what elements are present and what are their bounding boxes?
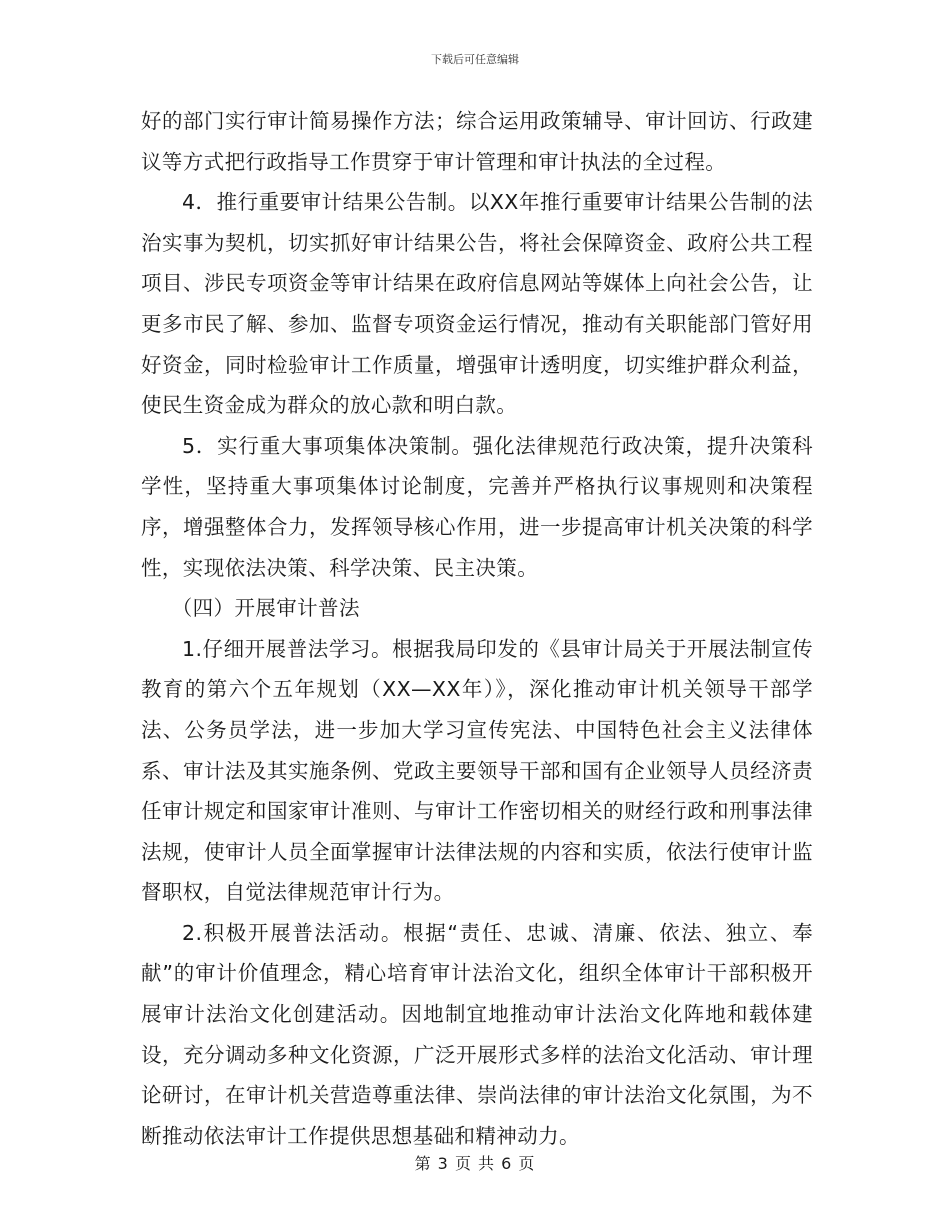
paragraph-item-2: 2.积极开展普法活动。根据“责任、忠诚、清廉、依法、独立、奉献”的审计价值理念，精心培育审计法治文化，组织全体审计干部积极开展审计法治文化创建活动。因地制宜地推动审计法治文化阵地和载体建设，充分调动多种文化资源，广泛开展形式多样的法治文化活动、审计理论研讨，在审计机关营造尊重法律、崇尚法律的审计法治文化氛围，为不断推动依法审计工作提供思想基础和精神动力。 xyxy=(141,920,813,1148)
section-heading: （四）开展审计普法 xyxy=(171,596,360,621)
document-body xyxy=(141,101,813,1156)
paragraph-item-1: 1.仔细开展普法学习。根据我局印发的《县审计局关于开展法制宣传教育的第六个五年规划（XX—XX年）》，深化推动审计机关领导干部学法、公务员学法，进一步加大学习宣传宪法、中国特色社会主义法律体系、审计法及其实施条例、党政主要领导干部和国有企业领导人员经济责任审计规定和国家审计准则、与审计工作密切相关的财经行政和刑事法律法规，使审计人员全面掌握审计法律法规的内容和实质，依法行使审计监督职权，自觉法律规范审计行为。 xyxy=(141,636,813,905)
paragraph-item-5: 5．实行重大事项集体决策制。强化法律规范行政决策，提升决策科学性，坚持重大事项集体讨论制度，完善并严格执行议事规则和决策程序，增强整体合力，发挥领导核心作用，进一步提高审计机关决策的科学性，实现依法决策、科学决策、民主决策。 xyxy=(141,433,813,580)
page-number-footer: 第 3 页 共 6 页 xyxy=(414,1154,536,1173)
paragraph-continuation: 好的部门实行审计简易操作方法；综合运用政策辅导、审计回访、行政建议等方式把行政指导工作贯穿于审计管理和审计执法的全过程。 xyxy=(141,109,813,174)
paragraph-item-4: 4．推行重要审计结果公告制。以XX年推行重要审计结果公告制的法治实事为契机，切实抓好审计结果公告，将社会保障资金、政府公共工程项目、涉民专项资金等审计结果在政府信息网站等媒体上向社会公告，让更多市民了解、参加、监督专项资金运行情况，推动有关职能部门管好用好资金，同时检验审计工作质量，增强审计透明度，切实维护群众利益，使民生资金成为群众的放心款和明白款。 xyxy=(141,190,813,418)
page-header: 下载后可任意编辑 xyxy=(431,53,519,66)
